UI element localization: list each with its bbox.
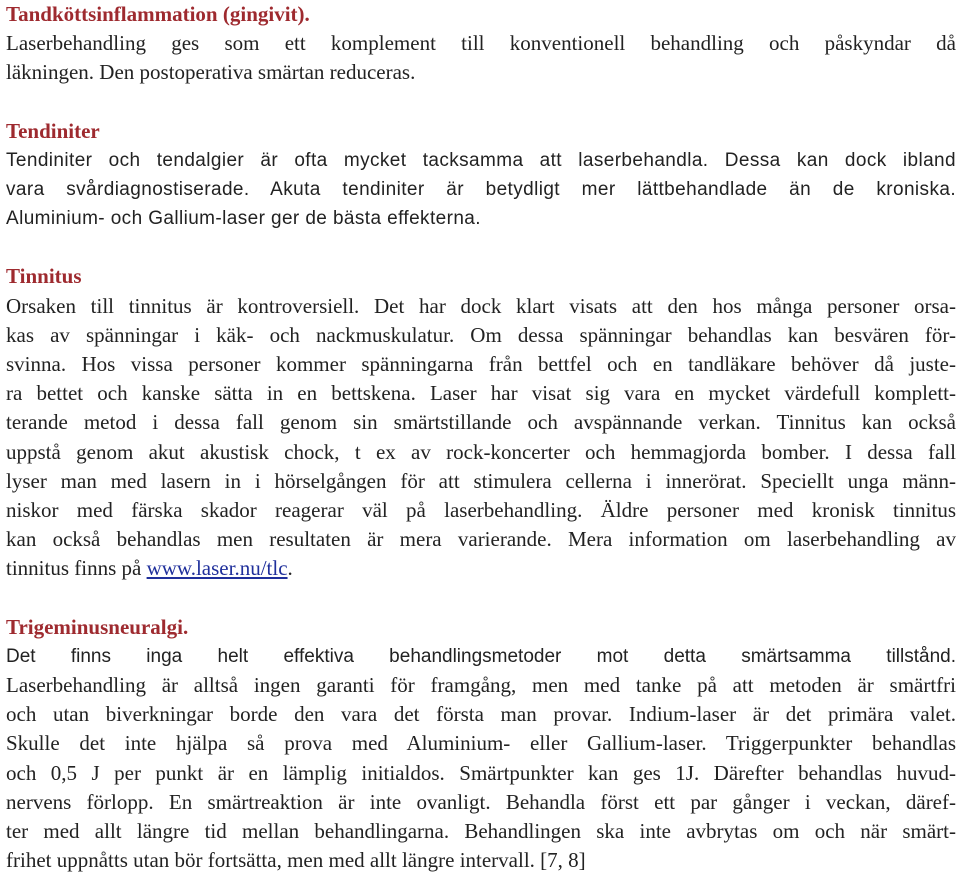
section-spacer bbox=[6, 584, 956, 613]
paragraph-line: ter med allt längre tid mellan behandlingarna. Behandlingen ska inte avbrytas om och när smärt- bbox=[6, 819, 956, 844]
section-gingivit bbox=[6, 0, 956, 88]
paragraph-line: och utan biverkningar borde den vara det första man provar. Indium-laser är det primära valet. bbox=[6, 702, 956, 727]
paragraph-line: läkningen. Den postoperativa smärtan reduceras. bbox=[6, 60, 416, 85]
paragraph-line: och 0,5 J per punkt är en lämplig initialdos. Smärtpunkter kan ges 1J. Därefter behandlas huvud- bbox=[6, 760, 956, 785]
section-tinnitus bbox=[6, 262, 956, 583]
paragraph-line: vara svårdiagnostiserade. Akuta tendiniter är betydligt mer lättbehandlade än de kroniska. bbox=[6, 179, 956, 201]
paragraph-line-with-link bbox=[6, 554, 956, 583]
heading-gingivit: Tandköttsinflammation (gingivit). bbox=[6, 2, 310, 26]
paragraph-line: kas av spänningar i käk- och nackmuskulatur. Om dessa spänningar behandlas kan besvären för- bbox=[6, 322, 956, 347]
paragraph-line: Laserbehandling ges som ett komplement till konventionell behandling och påskyndar då bbox=[6, 31, 956, 56]
section-spacer bbox=[6, 88, 956, 117]
paragraph-line: terande metod i dessa fall genom sin smärtstillande och avspännande verkan. Tinnitus kan också bbox=[6, 410, 956, 435]
link-suffix-text: . bbox=[287, 556, 293, 581]
laser-website-link[interactable]: www.laser.nu/tlc bbox=[146, 556, 288, 581]
paragraph-line: nervens förlopp. En smärtreaktion är inte ovanligt. Behandla först ett par gånger i veckan, däref- bbox=[6, 789, 956, 814]
paragraph-line: ra bettet och kanske sätta in en bettskena. Laser har visat sig vara en mycket värdefull komplett- bbox=[6, 381, 956, 406]
paragraph-line: Laserbehandling är alltså ingen garanti för framgång, men med tanke på att metoden är smärtfri bbox=[6, 673, 956, 698]
paragraph-line: frihet uppnåtts utan bör fortsätta, men med allt längre intervall. [7, 8] bbox=[6, 848, 586, 873]
paragraph-line: niskor med färska skador reagerar väl på laserbehandling. Äldre personer med kronisk tinnitus bbox=[6, 498, 956, 523]
paragraph-line: Skulle det inte hjälpa så prova med Aluminium- eller Gallium-laser. Triggerpunkter behandlas bbox=[6, 731, 956, 756]
section-tendiniter bbox=[6, 117, 956, 234]
section-spacer bbox=[6, 233, 956, 262]
paragraph-line: Det finns inga helt effektiva behandlingsmetoder mot detta smärtsamma tillstånd. bbox=[6, 645, 956, 667]
heading-trigeminusneuralgi: Trigeminusneuralgi. bbox=[6, 614, 189, 639]
paragraph-line: uppstå genom akut akustisk chock, t ex av rock-koncerter och hemmagjorda bomber. I dessa fall bbox=[6, 439, 956, 464]
paragraph-line: kan också behandlas men resultaten är mera varierande. Mera information om laserbehandling av bbox=[6, 527, 956, 552]
heading-tinnitus: Tinnitus bbox=[6, 264, 82, 289]
paragraph-line: Orsaken till tinnitus är kontroversiell. Det har dock klart visats att den hos många personer orsa- bbox=[6, 293, 956, 318]
paragraph-line: lyser man med lasern in i hörselgången för att stimulera cellerna i innerörat. Speciellt unga männ- bbox=[6, 468, 956, 493]
link-prefix-text: tinnitus finns på bbox=[6, 556, 147, 581]
section-trigeminusneuralgi bbox=[6, 613, 956, 876]
paragraph-line: svinna. Hos vissa personer kommer spänningarna från bettfel och en tandläkare behöver då juste- bbox=[6, 352, 956, 377]
paragraph-line: Tendiniter och tendalgier är ofta mycket tacksamma att laserbehandla. Dessa kan dock ibland bbox=[6, 149, 956, 171]
paragraph-line: Aluminium- och Gallium-laser ger de bästa effekterna. bbox=[6, 208, 481, 230]
document-page bbox=[6, 0, 956, 875]
heading-tendiniter: Tendiniter bbox=[6, 118, 100, 143]
